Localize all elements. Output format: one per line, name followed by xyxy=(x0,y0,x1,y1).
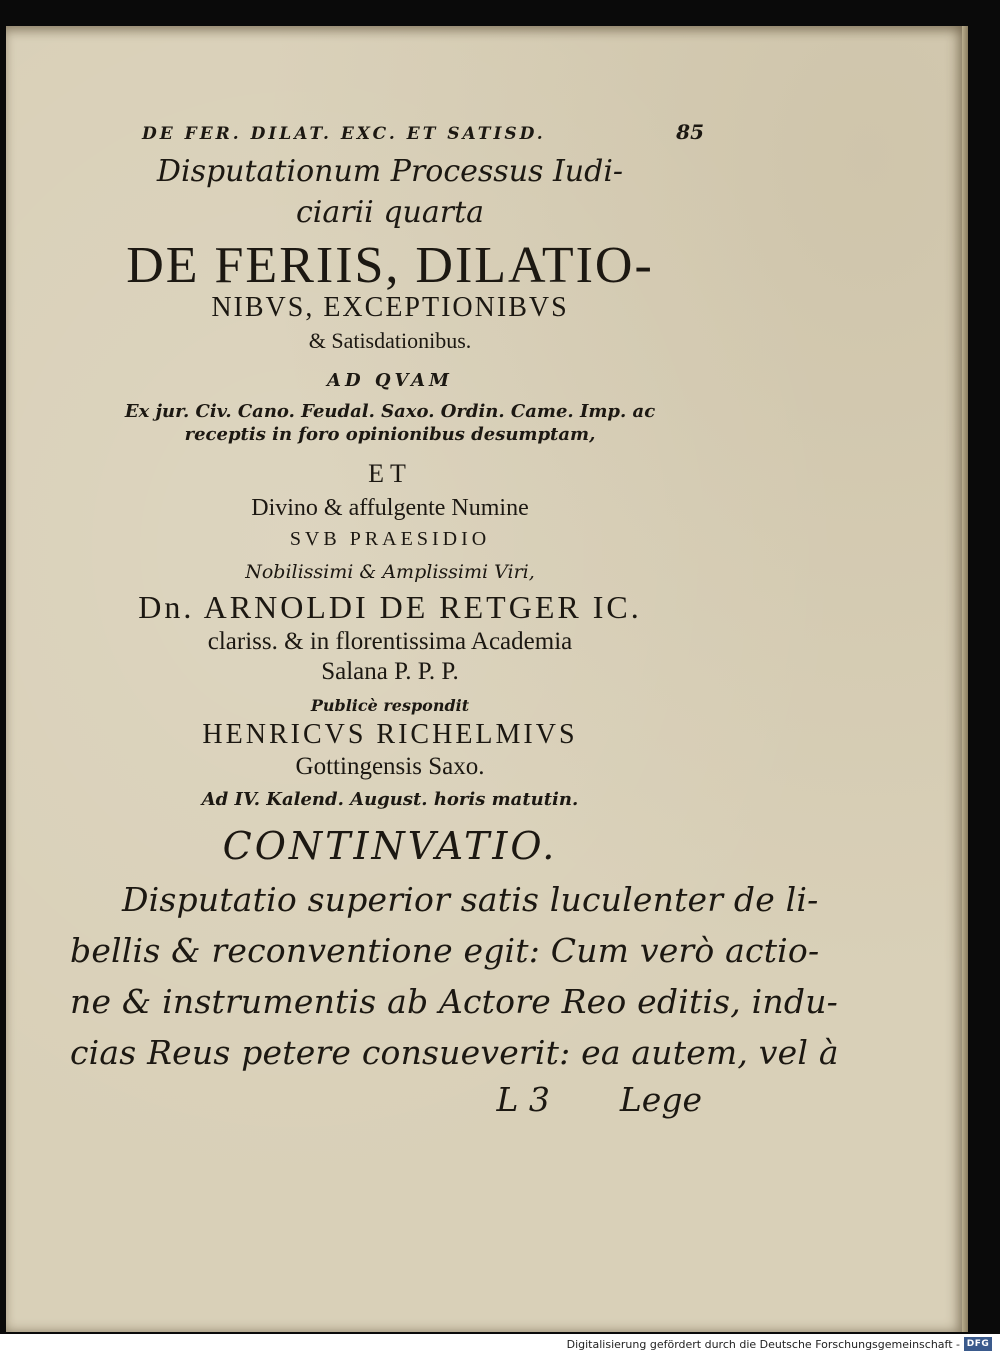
running-head-title: DE FER. DILAT. EXC. ET SATISD. xyxy=(142,124,546,144)
respondent-origin: Gottingensis Saxo. xyxy=(295,753,485,780)
page-text xyxy=(70,120,839,1119)
main-title-line-1: DE FERIIS, DILATIO- xyxy=(126,237,654,294)
continuatio-heading: CONTINVATIO. xyxy=(222,824,558,868)
et-line: ET xyxy=(368,459,412,488)
main-title-line-3: & Satisdationibus. xyxy=(308,328,472,353)
date-line: Ad IV. Kalend. August. horis matutin. xyxy=(201,789,579,810)
title-line-1: Disputationum Processus Iudi- xyxy=(156,154,624,189)
source-line-2: receptis in foro opinionibus desumptam, xyxy=(184,424,596,445)
praeses-desc-line-2: Salana P. P. P. xyxy=(321,658,459,685)
publice-respondit: Publicè respondit xyxy=(310,696,470,715)
ad-quam: AD QVAM xyxy=(327,370,453,391)
title-line-2: ciarii quarta xyxy=(295,195,485,230)
praeses-name: Dn. ARNOLDI DE RETGER IC. xyxy=(138,589,642,625)
catchword: Lege xyxy=(619,1080,702,1119)
main-title-line-2: NIBVS, EXCEPTIONIBVS xyxy=(211,292,569,323)
body-line-2: bellis & reconventione egit: Cum verò actio- xyxy=(70,931,820,970)
running-head xyxy=(70,120,710,144)
catch-line xyxy=(70,1080,710,1119)
page-edge xyxy=(962,26,968,1332)
source-line-1: Ex jur. Civ. Cano. Feudal. Saxo. Ordin. Came. Imp. ac xyxy=(124,401,656,422)
respondent-name: HENRICVS RICHELMIVS xyxy=(202,719,578,750)
signature-mark: L 3 xyxy=(496,1080,550,1119)
sub-praesidio: SVB PRAESIDIO xyxy=(289,528,491,550)
praeses-epithet: Nobilissimi & Amplissimi Viri, xyxy=(245,561,535,583)
folio: 85 xyxy=(676,120,704,144)
dfg-logo-icon[interactable]: DFG xyxy=(964,1337,992,1351)
footer-credit: Digitalisierung gefördert durch die Deutsche Forschungsgemeinschaft - xyxy=(566,1337,960,1351)
body-line-4: cias Reus petere consueverit: ea autem, vel à xyxy=(70,1033,839,1072)
body-line-3: ne & instrumentis ab Actore Reo editis, indu- xyxy=(70,982,839,1021)
divino-line: Divino & affulgente Numine xyxy=(251,495,529,521)
footer-bar xyxy=(0,1334,1000,1354)
body-line-1: Disputatio superior satis luculenter de li- xyxy=(122,880,819,919)
praeses-desc-line-1: clariss. & in florentissima Academia xyxy=(207,628,573,655)
